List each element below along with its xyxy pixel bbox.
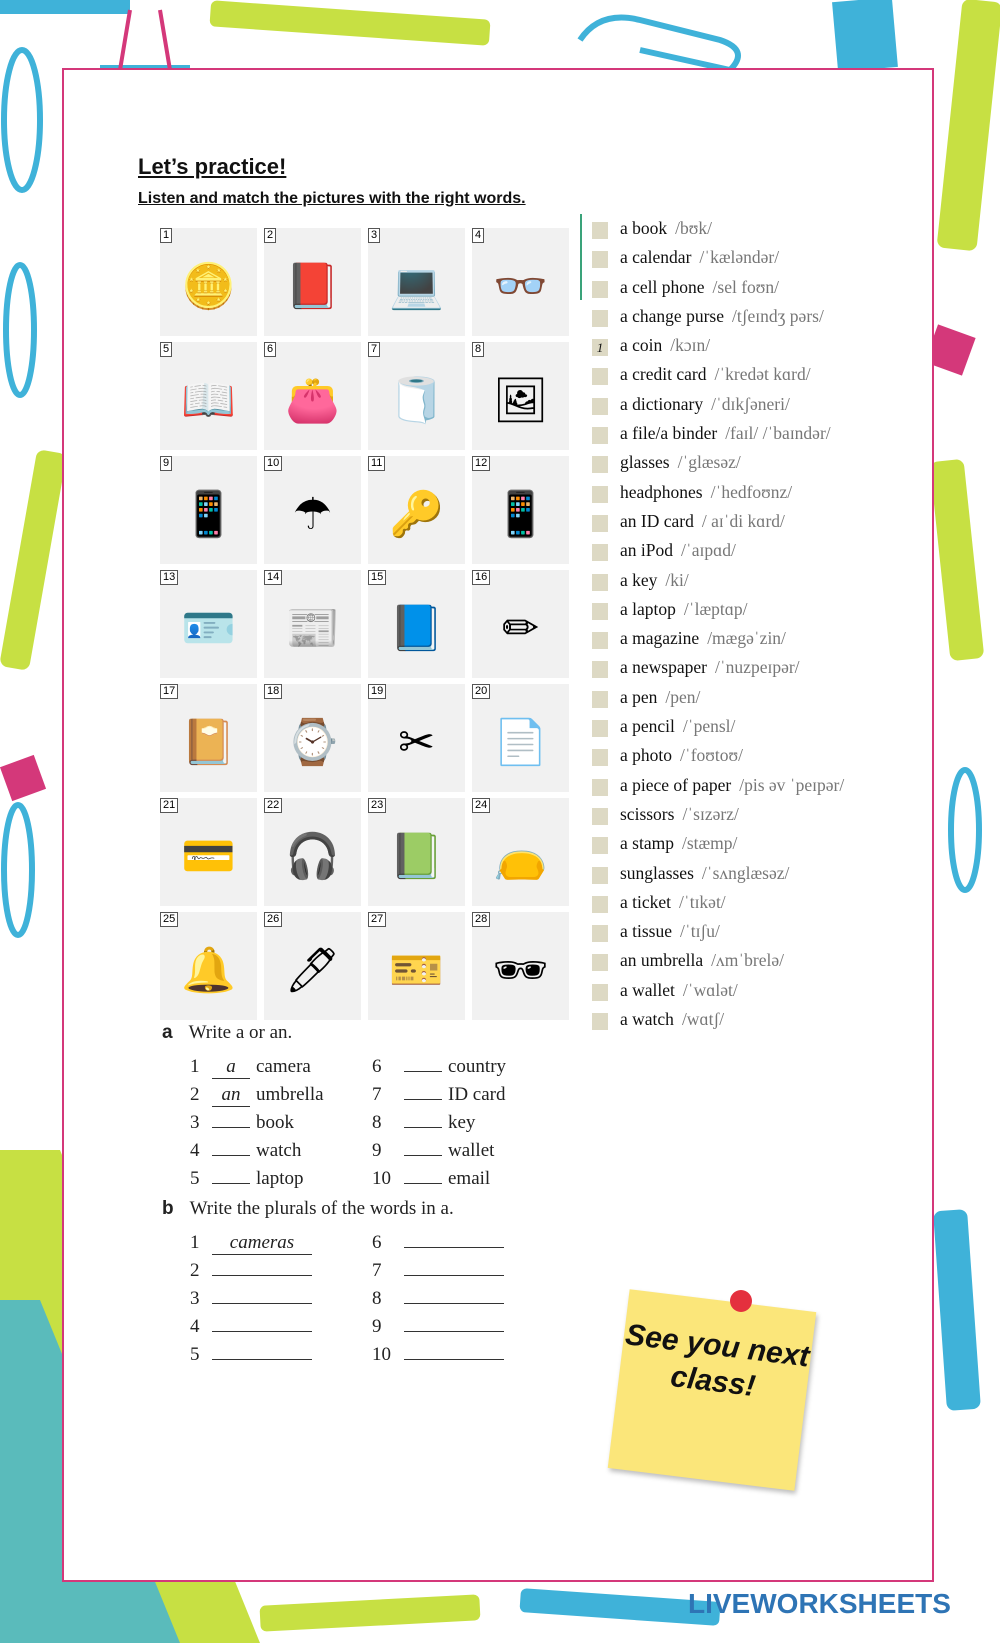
picture-number: 4 [472,228,484,243]
word-text: a newspaper /ˈnuzpeɪpər/ [620,657,800,678]
word-text: a magazine /mægəˈzin/ [620,628,786,649]
word-pronunciation: /ˈnuzpeɪpər/ [714,657,800,678]
item-number: 3 [190,1112,200,1133]
picture-cell [264,228,361,336]
item-word: umbrella [256,1084,324,1105]
newspaper-icon: 📰 [285,604,340,653]
answer-blank[interactable] [404,1275,504,1276]
answer-blank[interactable] [212,1127,250,1128]
scissors-icon: ✂ [398,717,435,767]
item-number: 1 [190,1056,200,1077]
word-text: a pen /pen/ [620,686,701,707]
book-icon: 📘 [389,604,444,653]
picture-number: 26 [264,912,282,927]
picture-cell [160,684,257,792]
word-text: a pencil /ˈpensl/ [620,716,736,737]
picture-number: 3 [368,228,380,243]
picture-cell [368,912,465,1020]
item-word: country [448,1056,507,1077]
picture-number: 9 [160,456,172,471]
answer-blank[interactable]: cameras [212,1232,312,1255]
item-word: book [256,1112,294,1133]
picture-cell [160,456,257,564]
answer-box[interactable] [592,574,608,591]
picture-number: 17 [160,684,178,699]
picture-number: 11 [368,456,385,471]
answer-box[interactable] [592,837,608,854]
picture-cell [264,798,361,906]
word-pronunciation: /ˈkredət kɑrd/ [714,364,811,385]
answer-blank[interactable] [404,1071,442,1072]
word-pronunciation: /ˈfoʊtoʊ/ [680,745,743,766]
pen-icon: 🖊 [284,946,341,995]
exercise-a-item [372,1168,490,1190]
word-text: a watch /wɑtʃ/ [620,1009,725,1030]
picture-number: 16 [472,570,490,585]
answer-box[interactable] [592,515,608,532]
word-pronunciation: /kɔɪn/ [670,335,711,356]
word-text: a laptop /ˈlæptɑp/ [620,598,748,619]
answer-box[interactable] [592,368,608,385]
exercise-b-item [372,1316,510,1338]
exercise-b-item [372,1232,510,1254]
item-number: 10 [372,1344,391,1365]
picture-cell [368,570,465,678]
item-word: email [448,1168,491,1189]
word-pronunciation: /ˈaɪpɑd/ [681,540,736,561]
picture-cell [368,342,465,450]
word-pronunciation: /bʊk/ [675,218,712,238]
picture-number: 13 [160,570,178,585]
item-number: 6 [372,1232,382,1253]
word-text: a tissue /ˈtɪʃu/ [620,921,720,942]
answer-blank[interactable] [212,1331,312,1332]
answer-box[interactable]: 1 [592,339,608,356]
picture-cell [160,570,257,678]
word-text: a change purse /tʃeɪndʒ pərs/ [620,305,824,326]
picture-cell [472,798,569,906]
dictionary-icon: 📗 [389,832,444,881]
divider-line [580,214,582,300]
picture-number: 20 [472,684,490,699]
answer-box[interactable] [592,456,608,473]
cell-phone-icon: 📱 [493,490,548,539]
answer-box[interactable] [592,251,608,268]
item-number: 4 [190,1316,200,1337]
answer-box[interactable] [592,486,608,503]
sticky-note: See you next class! [608,1289,817,1491]
item-word: key [448,1112,476,1133]
word-text: glasses /ˈglæsəz/ [620,452,741,473]
word-text: a wallet /ˈwɑlət/ [620,979,738,1000]
word-pronunciation: /sel foʊn/ [712,276,780,297]
word-text: an umbrella /ʌmˈbrelə/ [620,950,784,971]
picture-number: 14 [264,570,282,585]
picture-cell [368,228,465,336]
answer-box[interactable] [592,984,608,1001]
word-text: a piece of paper /pis əv ˈpeɪpər/ [620,774,845,795]
answer-box[interactable] [592,691,608,708]
picture-number: 12 [472,456,490,471]
word-pronunciation: /ki/ [665,569,689,590]
exercise-b-item [190,1288,318,1310]
word-pronunciation: /ˈtɪkət/ [679,891,726,912]
word-text: a calendar /ˈkæləndər/ [620,247,780,268]
picture-cell [472,684,569,792]
word-text: a credit card /ˈkredət kɑrd/ [620,364,811,385]
item-word: ID card [448,1084,506,1105]
file-binder-icon: 📕 [285,262,340,311]
picture-number: 28 [472,912,490,927]
item-word: wallet [448,1140,495,1161]
answer-box[interactable] [592,222,608,239]
exercise-a-heading [162,1022,292,1044]
picture-number: 15 [368,570,386,585]
exercise-b-item [190,1232,318,1255]
item-number: 2 [190,1084,200,1105]
brand-logo: LIVEWORKSHEETS [688,1588,951,1619]
item-number: 10 [372,1168,391,1189]
item-number: 7 [372,1084,382,1105]
exercise-a-item [190,1056,311,1079]
exercise-b-item [190,1260,318,1282]
item-number: 9 [372,1140,382,1161]
answer-blank[interactable] [404,1155,442,1156]
word-pronunciation: /ˈtɪʃu/ [680,921,720,942]
exercise-a-item [372,1140,494,1162]
answer-blank[interactable] [212,1155,250,1156]
item-number: 8 [372,1112,382,1133]
word-text: a key /ki/ [620,569,689,590]
exercise-a-item [372,1112,475,1134]
word-pronunciation: /ˈpensl/ [682,716,736,737]
page-title: Let’s practice! [138,154,287,179]
item-number: 2 [190,1260,200,1281]
exercise-a-item [190,1084,324,1107]
answer-box[interactable] [592,603,608,620]
exercise-b-item [190,1344,318,1366]
picture-cell [264,342,361,450]
exercise-b-label: b [162,1198,174,1219]
exercise-a-item [190,1168,304,1190]
word-pronunciation: /pis əv ˈpeɪpər/ [739,774,845,795]
picture-number: 21 [160,798,178,813]
answer-box[interactable] [592,925,608,942]
answer-blank[interactable] [212,1359,312,1360]
answer-box[interactable] [592,867,608,884]
answer-blank[interactable] [404,1331,504,1332]
item-word: camera [256,1056,311,1077]
answer-blank[interactable] [212,1303,312,1304]
watch-icon: ⌚ [285,718,340,767]
word-pronunciation: /ˈwɑlət/ [682,979,738,1000]
word-pronunciation: /faɪl/ /ˈbaɪndər/ [725,423,831,444]
picture-number: 24 [472,798,490,813]
exercise-b-item [190,1316,318,1338]
item-word: laptop [256,1168,304,1189]
ipod-icon: 📱 [181,490,236,539]
coin-icon: 🪙 [181,262,236,311]
picture-cell [160,342,257,450]
umbrella-icon: ☂ [292,489,333,539]
item-number: 8 [372,1288,382,1309]
picture-number: 18 [264,684,282,699]
exercise-b-heading [162,1198,454,1220]
picture-number: 6 [264,342,276,357]
word-text: a dictionary /ˈdɪkʃəneri/ [620,393,790,414]
picture-cell [368,798,465,906]
exercise-b-item [372,1288,510,1310]
item-number: 3 [190,1288,200,1309]
picture-cell [160,912,257,1020]
word-pronunciation: /ˈglæsəz/ [677,452,741,473]
picture-cell [264,684,361,792]
picture-number: 27 [368,912,386,927]
glasses-icon: 👓 [493,262,548,311]
picture-number: 8 [472,342,484,357]
answer-box[interactable] [592,896,608,913]
word-pronunciation: /ˈhedfoʊnz/ [710,481,793,502]
answer-blank[interactable] [212,1275,312,1276]
picture-number: 25 [160,912,178,927]
magazine-icon: 📔 [181,718,236,767]
word-pronunciation: /ˈlæptɑp/ [683,598,748,619]
item-word: watch [256,1140,302,1161]
word-text: a cell phone /sel foʊn/ [620,276,780,297]
answer-box[interactable] [592,281,608,298]
answer-box[interactable] [592,661,608,678]
ticket-icon: 🎫 [389,946,444,995]
word-text: an ID card / aɪˈdi kɑrd/ [620,510,785,531]
picture-cell [472,456,569,564]
paper-icon: 📄 [493,718,548,767]
picture-grid [160,228,575,1028]
answer-blank[interactable] [404,1359,504,1360]
picture-number: 10 [264,456,282,471]
answer-box[interactable] [592,808,608,825]
picture-number: 22 [264,798,282,813]
pencil-icon: ✏ [502,603,539,653]
answer-blank[interactable] [404,1303,504,1304]
word-text: a file/a binder /faɪl/ /ˈbaɪndər/ [620,423,831,444]
picture-cell [264,570,361,678]
change-purse-icon: 👝 [493,832,548,881]
item-number: 4 [190,1140,200,1161]
picture-cell [160,798,257,906]
key-icon: 🔑 [389,490,444,539]
answer-box[interactable] [592,1013,608,1030]
exercise-a-item [372,1084,506,1106]
word-text: a coin /kɔɪn/ [620,335,711,356]
picture-number: 23 [368,798,386,813]
picture-cell [368,684,465,792]
wallet-icon: 👛 [285,376,340,425]
word-pronunciation: /ˈkæləndər/ [699,247,780,268]
answer-blank[interactable] [404,1247,504,1248]
exercise-b-instruction: Write the plurals of the words in a. [189,1198,454,1219]
calendar-icon: 📖 [181,376,236,425]
word-pronunciation: /mægəˈzin/ [707,628,786,649]
item-number: 1 [190,1232,200,1253]
answer-box[interactable] [592,720,608,737]
item-number: 5 [190,1168,200,1189]
photo-icon: 🖼 [492,376,549,425]
headphones-icon: 🎧 [285,832,340,881]
picture-cell [472,342,569,450]
answer-box[interactable] [592,398,608,415]
answer-box[interactable] [592,544,608,561]
sunglasses-icon: 🕶 [492,946,549,995]
word-pronunciation: /ʌmˈbrelə/ [711,950,784,971]
exercise-a-item [190,1112,294,1134]
exercise-a-item [372,1056,506,1078]
id-card-icon: 🪪 [181,604,236,653]
word-text: scissors /ˈsɪzərz/ [620,803,739,824]
word-text: a stamp /stæmp/ [620,833,738,854]
picture-cell [160,228,257,336]
word-text: a photo /ˈfoʊtoʊ/ [620,745,743,766]
word-pronunciation: / aɪˈdi kɑrd/ [701,510,785,531]
item-number: 5 [190,1344,200,1365]
exercise-b-item [372,1260,510,1282]
picture-cell [264,456,361,564]
word-pronunciation: /ˈsɪzərz/ [682,803,739,824]
word-text: an iPod /ˈaɪpɑd/ [620,540,736,561]
exercise-b-item [372,1344,510,1366]
page-subtitle: Listen and match the pictures with the right words. [138,190,526,207]
item-number: 9 [372,1316,382,1337]
word-text: sunglasses /ˈsʌnglæsəz/ [620,862,790,883]
word-text: a ticket /ˈtɪkət/ [620,891,726,912]
item-number: 7 [372,1260,382,1281]
picture-number: 2 [264,228,276,243]
picture-number: 5 [160,342,172,357]
answer-box[interactable] [592,954,608,971]
answer-box[interactable] [592,310,608,327]
answer-box[interactable] [592,779,608,796]
answer-blank[interactable]: an [212,1084,250,1107]
credit-card-icon: 💳 [181,832,236,881]
picture-cell [368,456,465,564]
exercise-a-label: a [162,1022,173,1043]
answer-blank[interactable] [404,1099,442,1100]
word-pronunciation: /ˈsʌnglæsəz/ [701,862,790,883]
picture-number: 1 [160,228,172,243]
word-text: headphones /ˈhedfoʊnz/ [620,481,793,502]
picture-cell [264,912,361,1020]
word-text: a book /bʊk/ [620,218,712,238]
answer-box[interactable] [592,632,608,649]
word-pronunciation: /tʃeɪndʒ pərs/ [731,305,824,326]
tissue-icon: 🧻 [389,376,444,425]
word-pronunciation: /ˈdɪkʃəneri/ [711,393,790,414]
answer-blank[interactable] [212,1183,250,1184]
picture-number: 19 [368,684,386,699]
stamp-icon: 🔔 [181,946,236,995]
exercise-a-instruction: Write a or an. [188,1022,293,1043]
answer-box[interactable] [592,427,608,444]
pushpin-icon [730,1290,752,1312]
word-pronunciation: /pen/ [665,686,701,707]
item-number: 6 [372,1056,382,1077]
word-pronunciation: /stæmp/ [681,833,738,854]
picture-cell [472,228,569,336]
picture-cell [472,570,569,678]
answer-blank[interactable] [404,1183,442,1184]
picture-number: 7 [368,342,380,357]
exercise-a-item [190,1140,301,1162]
answer-blank[interactable] [404,1127,442,1128]
word-pronunciation: /wɑtʃ/ [681,1009,725,1030]
laptop-icon: 💻 [389,262,444,311]
answer-box[interactable] [592,749,608,766]
picture-cell [472,912,569,1020]
answer-blank[interactable]: a [212,1056,250,1079]
